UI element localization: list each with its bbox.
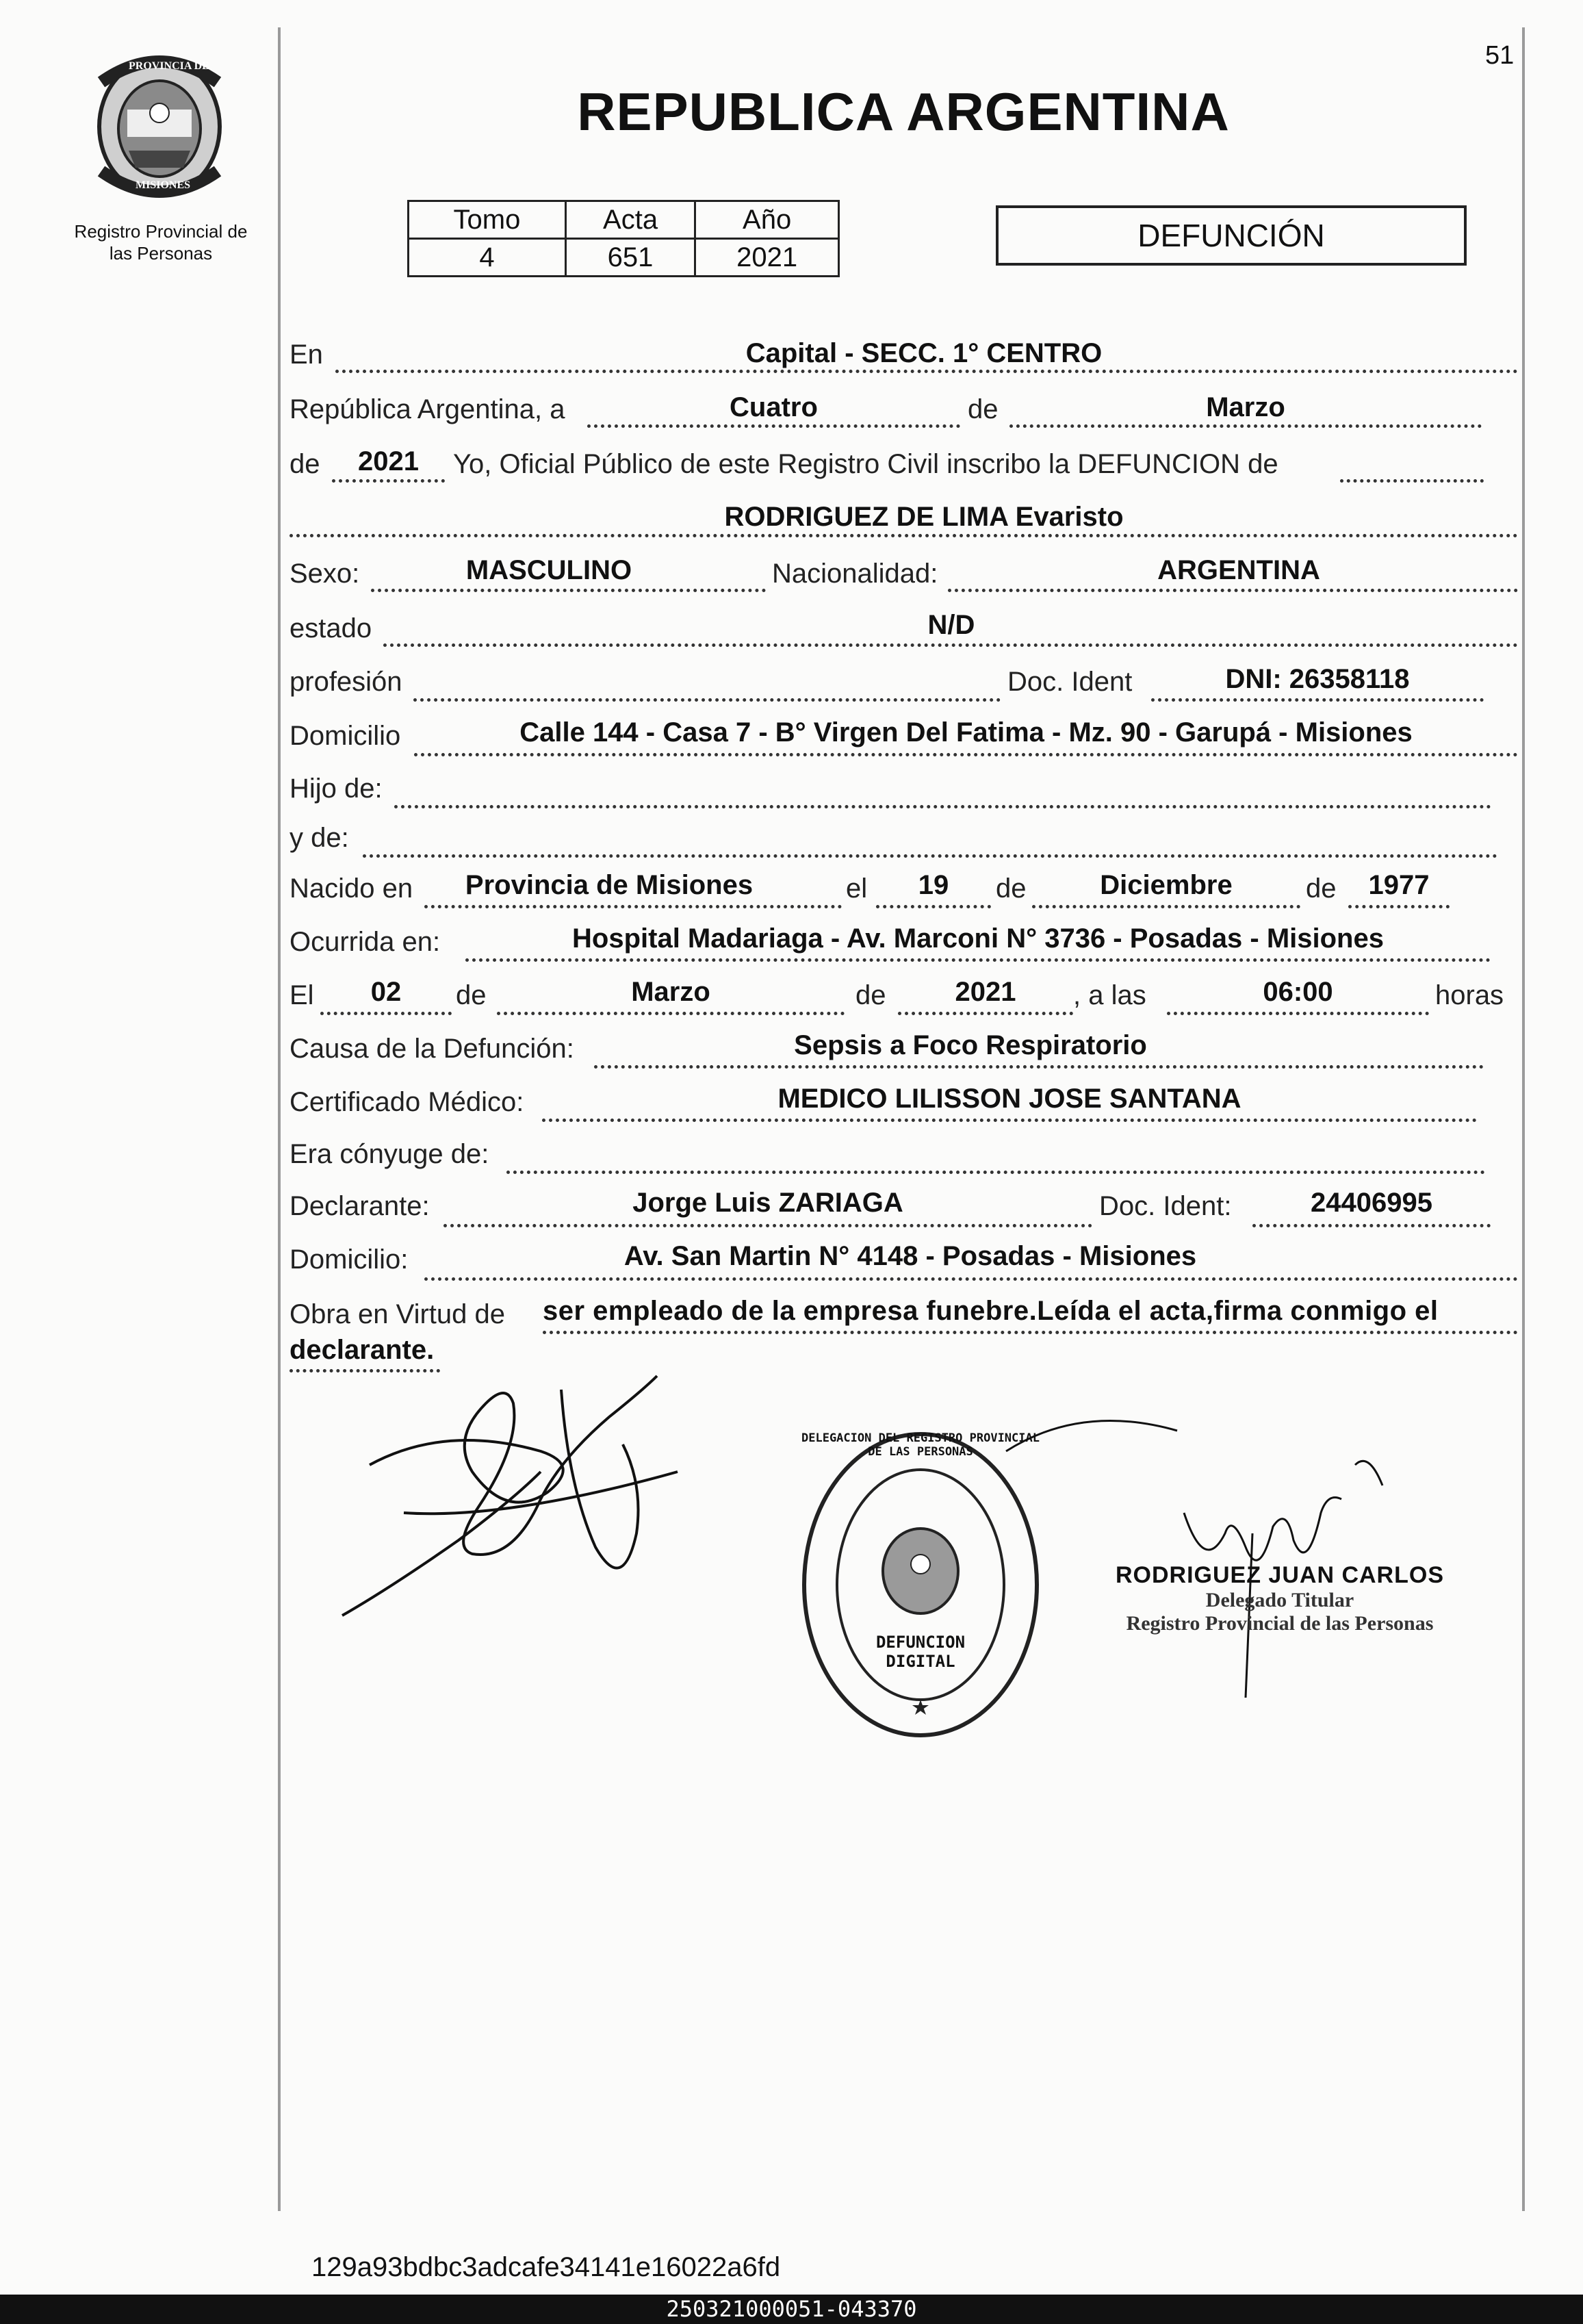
alas-label: , a las: [1073, 980, 1146, 1010]
declarante-value: Jorge Luis ZARIAGA: [632, 1188, 903, 1218]
causa-dots: [594, 1065, 1484, 1069]
certificado-dots: [542, 1119, 1477, 1122]
causa-label: Causa de la Defunción:: [289, 1034, 574, 1064]
sexo-dots: [371, 589, 766, 592]
doc2-label: Doc. Ident:: [1099, 1191, 1232, 1221]
day-value: Cuatro: [730, 392, 818, 422]
estado-dots: [383, 643, 1518, 647]
sexo-label: Sexo:: [289, 559, 360, 589]
seal-bottom-text: MISIONES: [136, 179, 191, 191]
ocurrida-value: Hospital Madariaga - Av. Marconi N° 3736 - Posadas - Misiones: [572, 923, 1384, 954]
domicilio2-value: Av. San Martin N° 4148 - Posadas - Misiones: [623, 1241, 1197, 1271]
de5-label: de: [456, 980, 487, 1010]
deceased-name: RODRIGUEZ DE LIMA Evaristo: [724, 502, 1124, 532]
registry-name-line1: Registro Provincial de: [74, 221, 248, 242]
estado-label: estado: [289, 613, 372, 643]
causa-value: Sepsis a Foco Respiratorio: [794, 1030, 1147, 1060]
doc2-dots: [1252, 1224, 1491, 1227]
stamp-inner-text: DEFUNCION DIGITAL: [875, 1633, 966, 1671]
year-value: 2021: [358, 446, 419, 476]
seal-lettering: [88, 48, 231, 205]
obra-value-2: declarante.: [289, 1335, 435, 1365]
obra-value: ser empleado de la empresa funebre.Leída el acta,firma conmigo el: [543, 1296, 1439, 1326]
month-dots: [1009, 424, 1482, 428]
page-number: 51: [1485, 41, 1515, 70]
death-month: Marzo: [631, 977, 710, 1007]
el2-label: El: [289, 980, 314, 1010]
officer-signature-icon: [999, 1410, 1437, 1698]
month-value: Marzo: [1206, 392, 1285, 422]
death-year: 2021: [955, 977, 1016, 1007]
conyuge-label: Era cónyuge de:: [289, 1139, 489, 1169]
left-margin-line: [278, 27, 281, 2211]
birth-day: 19: [918, 870, 949, 900]
officer-name: RODRIGUEZ JUAN CARLOS: [1115, 1562, 1445, 1588]
officer-office: Registro Provincial de las Personas: [1126, 1612, 1434, 1635]
death-time: 06:00: [1263, 977, 1333, 1007]
domicilio-value: Calle 144 - Casa 7 - B° Virgen Del Fatima - Mz. 90 - Garupá - Misiones: [519, 717, 1413, 748]
domicilio2-label: Domicilio:: [289, 1244, 409, 1275]
declarant-signature-icon: [335, 1362, 719, 1622]
el-label: el: [846, 873, 868, 904]
table-header-acta: Acta: [565, 201, 695, 239]
birth-year-dots: [1348, 905, 1450, 908]
certificado-label: Certificado Médico:: [289, 1087, 524, 1117]
de4-label: de: [1306, 873, 1337, 904]
nacido-value: Provincia de Misiones: [465, 870, 754, 900]
birth-month-dots: [1032, 905, 1300, 908]
domicilio2-dots: [424, 1277, 1518, 1281]
profesion-dots: [413, 698, 1001, 702]
domicilio-label: Domicilio: [289, 721, 401, 751]
table-value-acta: 651: [565, 239, 695, 277]
table-header-anio: Año: [695, 201, 839, 239]
ocurrida-label: Ocurrida en:: [289, 927, 441, 957]
domicilio-dots: [414, 753, 1518, 756]
nacionalidad-label: Nacionalidad:: [772, 559, 938, 589]
right-margin-line: [1522, 27, 1525, 2211]
table-value-anio: 2021: [695, 239, 839, 277]
doc-label: Doc. Ident: [1007, 667, 1133, 697]
sexo-value: MASCULINO: [465, 555, 632, 585]
doc-value: DNI: 26358118: [1225, 664, 1410, 694]
registry-name: [48, 220, 274, 264]
day-dots: [587, 424, 960, 428]
birth-day-dots: [876, 905, 991, 908]
ocurrida-dots: [465, 958, 1491, 962]
name-dots: [289, 534, 1518, 537]
declarante-dots: [443, 1224, 1092, 1227]
inscribo-dots: [1340, 479, 1484, 483]
en-value: Capital - SECC. 1° CENTRO: [745, 338, 1103, 368]
death-year-dots: [898, 1012, 1073, 1015]
profesion-label: profesión: [289, 667, 402, 697]
footer-code: 250321000051-043370: [0, 2295, 1583, 2324]
de6-label: de: [855, 980, 886, 1010]
seal-top-text: PROVINCIA DE: [129, 60, 209, 72]
inscribo-text: Yo, Oficial Público de este Registro Civil inscribo la DEFUNCION de: [453, 449, 1278, 479]
nacido-label: Nacido en: [289, 873, 413, 904]
record-table: [407, 200, 840, 277]
horas-label: horas: [1435, 980, 1504, 1010]
declarante-label: Declarante:: [289, 1191, 430, 1221]
page-title: REPUBLICA ARGENTINA: [577, 81, 1230, 142]
table-header-tomo: Tomo: [409, 201, 566, 239]
certificado-value: MEDICO LILISSON JOSE SANTANA: [777, 1084, 1241, 1114]
yde-label: y de:: [289, 823, 349, 853]
republica-label: República Argentina, a: [289, 394, 565, 424]
doc2-value: 24406995: [1311, 1188, 1432, 1218]
estado-value: N/D: [927, 610, 975, 640]
en-dots: [335, 370, 1518, 373]
officer-block: [1102, 1562, 1458, 1635]
obra-dots: [543, 1331, 1518, 1334]
death-time-dots: [1167, 1012, 1429, 1015]
conyuge-dots: [506, 1171, 1485, 1174]
de3-label: de: [996, 873, 1027, 904]
death-day: 02: [370, 977, 402, 1007]
officer-title: Delegado Titular: [1205, 1589, 1354, 1611]
yde-dots: [363, 854, 1497, 858]
hijo-dots: [394, 805, 1491, 808]
de-label: de: [968, 394, 999, 424]
death-month-dots: [497, 1012, 845, 1015]
hijo-label: Hijo de:: [289, 774, 383, 804]
nacionalidad-value: ARGENTINA: [1157, 555, 1320, 585]
nacido-dots: [424, 905, 842, 908]
birth-month: Diciembre: [1100, 870, 1233, 900]
table-value-tomo: 4: [409, 239, 566, 277]
registry-name-line2: las Personas: [109, 243, 213, 264]
record-type-box: DEFUNCIÓN: [996, 205, 1467, 266]
nacionalidad-dots: [948, 589, 1518, 592]
de2-label: de: [289, 449, 320, 479]
stamp-ring-text: DELEGACION DEL REGISTRO PROVINCIAL DE LAS PERSONAS: [801, 1431, 1040, 1459]
doc-dots: [1151, 698, 1484, 702]
year-dots: [332, 479, 445, 483]
en-label: En: [289, 340, 323, 370]
obra-label: Obra en Virtud de: [289, 1299, 506, 1329]
birth-year: 1977: [1368, 870, 1430, 900]
death-day-dots: [320, 1012, 452, 1015]
document-hash: 129a93bdbc3adcafe34141e16022a6fd: [311, 2252, 781, 2282]
